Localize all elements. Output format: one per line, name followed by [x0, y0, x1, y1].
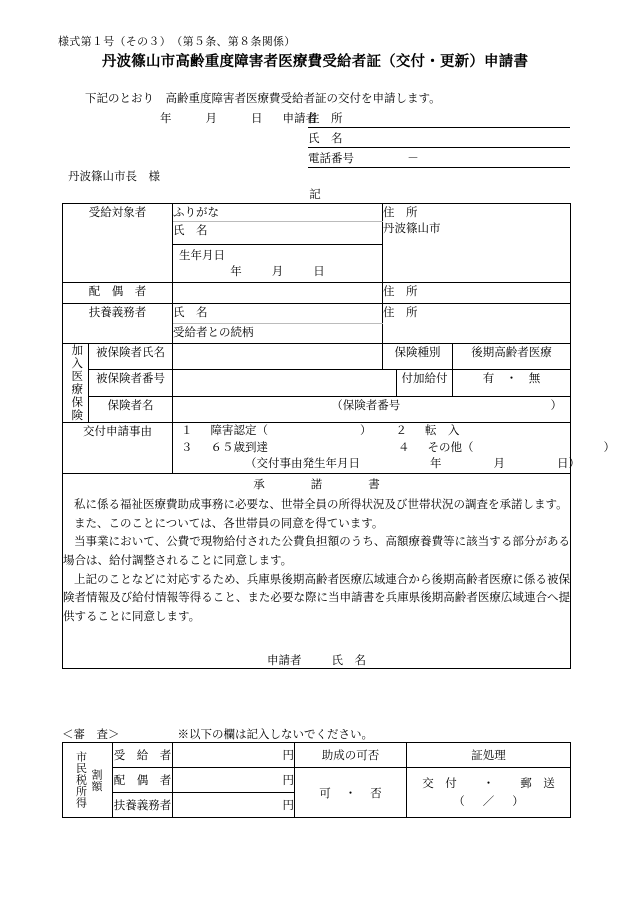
recipient-birth-cell[interactable] [173, 245, 383, 283]
consent-paragraph-4: 上記のことなどに対応するため、兵庫県後期高齢者医療広域連合から後期高齢者医療に係る被保険者情報及び給付情報等得ること、また必要な際に当申請書を兵庫県後期高齢者医療広域連合へ提供することに同意します。 [63, 573, 571, 623]
review-recipient-label-cell [113, 743, 173, 768]
table-row-insurer [63, 396, 571, 422]
reason-label: 交付申請事由 [83, 426, 152, 438]
insured-number-label-cell [89, 370, 173, 396]
supporter-name-cell[interactable] [173, 304, 383, 324]
reason-date-day: 日） [557, 458, 580, 471]
review-spouse-amount-cell[interactable] [173, 768, 295, 793]
reason-options-cell[interactable] [173, 423, 615, 474]
review-supporter-label-cell [113, 793, 173, 818]
reason-line-2[interactable] [173, 440, 615, 457]
spouse-label-cell [63, 283, 173, 304]
cert-label-cell [407, 743, 571, 768]
review-row-spouse [63, 768, 571, 793]
applicant-name-row[interactable] [308, 128, 570, 148]
table-row-insured-number [63, 370, 571, 396]
birth-day-label: 日 [313, 266, 325, 278]
furigana-label: ふりがな [173, 207, 219, 219]
reason-2-text: 転 入 [425, 425, 460, 437]
applicant-address-row[interactable] [308, 108, 570, 128]
recipient-address-cell[interactable] [383, 204, 571, 283]
recipient-label-cell [63, 204, 173, 283]
page-title: 丹波篠山市高齢重度障害者医療費受給者証（交付・更新）申請書 [101, 54, 529, 70]
review-vertical-rate-label: 割額 [90, 768, 103, 792]
supporter-name-label: 氏 名 [173, 307, 208, 319]
intro-text: 下記のとおり 高齢重度障害者医療費受給者証の交付を申請します。 [85, 93, 441, 105]
review-heading: ＜審 査＞ [62, 729, 120, 741]
spouse-address-label: 住 所 [383, 286, 418, 298]
consent-paragraph-1: 私に係る福祉医療費助成事務に必要な、世帯全員の所得状況及び世帯状況の調査を承諾します。 [74, 499, 568, 512]
cert-issue-option: 交 付 [422, 777, 457, 790]
insured-number-label: 被保険者番号 [96, 373, 165, 386]
cert-paren-close: ） [512, 796, 524, 809]
date-day-label: 日 [251, 113, 263, 125]
insurance-type-value: 後期高齢者医療 [471, 347, 552, 359]
supporter-label-cell [63, 304, 173, 344]
insured-name-label-cell [89, 344, 173, 370]
recipient-label: 受給対象者 [88, 207, 147, 219]
cert-slash: ／ [482, 796, 495, 809]
supporter-address-label: 住 所 [383, 307, 418, 319]
recipient-name-label: 氏 名 [173, 225, 208, 237]
insurer-number-label: （保険者番号 [331, 399, 401, 412]
table-row-spouse [63, 283, 571, 304]
insurer-number-close: ） [550, 399, 563, 412]
table-row-supporter-name [63, 304, 571, 324]
extra-benefit-value-cell[interactable] [453, 370, 571, 396]
review-vertical-label-cell [63, 743, 113, 818]
applicant-name-label: 氏 名 [308, 133, 343, 145]
review-recipient-amount-cell[interactable] [173, 743, 295, 768]
consent-title-char-1: 承 [253, 479, 265, 492]
recipient-address-value: 丹波篠山市 [383, 223, 441, 235]
subsidy-value-no: 否 [370, 787, 382, 800]
supporter-relation-label: 受給者との続柄 [173, 327, 254, 339]
subsidy-value-yes: 可 [319, 787, 331, 800]
insurance-vertical-label: 加入医療保険 [70, 344, 83, 422]
insurer-number-cell[interactable] [173, 396, 571, 422]
cert-dot: ・ [482, 777, 495, 790]
consent-title [63, 476, 570, 492]
supporter-relation-cell[interactable] [173, 324, 383, 344]
applicant-phone-label: 電話番号 [308, 153, 354, 165]
submission-date-line [160, 110, 317, 126]
consent-title-char-2: 諾 [310, 479, 323, 492]
review-table [62, 742, 571, 818]
review-heading-line [62, 726, 373, 742]
review-recipient-label: 受 給 者 [113, 750, 172, 762]
reason-4-close: ） [603, 441, 615, 454]
extra-benefit-value: 有 ・ 無 [482, 373, 541, 386]
consent-applicant-label: 申請者 [267, 655, 302, 668]
insurer-name-label-cell [89, 396, 173, 422]
review-vertical-tax-label: 市民税所得 [74, 751, 87, 809]
reason-4-number: ４ [398, 441, 410, 454]
applicant-label: 申請者 [282, 113, 317, 125]
table-row-reason [63, 423, 571, 474]
table-row-insured-name [63, 344, 571, 370]
reason-3-text: ６５歳到達 [210, 441, 268, 454]
yen-unit: 円 [282, 750, 294, 762]
spouse-address-cell[interactable] [383, 283, 571, 304]
subsidy-value-cell[interactable] [295, 768, 407, 818]
insurance-type-label-cell [383, 344, 453, 370]
spouse-name-input[interactable] [173, 283, 383, 304]
applicant-fields [308, 108, 570, 168]
ki-marker: 記 [309, 189, 321, 201]
subsidy-label-cell [295, 743, 407, 768]
reason-1-text: 障害認定（ [210, 425, 268, 437]
review-notice: ※以下の欄は記入しないでください。 [177, 729, 373, 741]
table-row-consent [63, 474, 571, 669]
cert-mail-option: 郵 送 [520, 777, 555, 790]
review-supporter-label: 扶養義務者 [113, 800, 172, 812]
form-code: 様式第１号（その３） （第５条、第８条関係） [58, 36, 296, 48]
cert-paren-open: （ [453, 796, 465, 809]
reason-date-label: （交付事由発生年月日 [245, 458, 360, 471]
furigana-cell[interactable] [173, 204, 383, 222]
yen-unit: 円 [282, 800, 294, 812]
review-spouse-label: 配 偶 者 [113, 775, 172, 787]
extra-benefit-label: 付加給付 [401, 373, 448, 386]
insurance-type-label: 保険種別 [394, 347, 441, 359]
birth-ymd [173, 263, 382, 282]
review-supporter-amount-cell[interactable] [173, 793, 295, 818]
addressee-mayor: 丹波篠山市長 様 [68, 171, 160, 183]
recipient-address-label: 住 所 [383, 207, 418, 219]
supporter-address-cell[interactable] [383, 304, 571, 344]
reason-date-month: 月 [493, 458, 505, 471]
cert-label: 証処理 [471, 750, 506, 762]
phone-dash: － [407, 153, 419, 165]
birth-year-label: 年 [230, 266, 242, 278]
reason-date-year: 年 [430, 458, 442, 471]
reason-line-1[interactable] [173, 423, 570, 440]
date-month-label: 月 [205, 113, 217, 125]
consent-signature-line[interactable] [63, 652, 570, 668]
birth-label: 生年月日 [179, 250, 225, 262]
applicant-phone-row[interactable] [308, 148, 570, 168]
table-row-recipient-furigana [63, 204, 571, 222]
reason-label-cell [63, 423, 173, 474]
supporter-label: 扶養義務者 [88, 307, 147, 319]
cert-value-cell[interactable] [407, 768, 571, 818]
spouse-label: 配 偶 者 [88, 286, 147, 298]
yen-unit: 円 [282, 775, 294, 787]
main-form-table [62, 203, 615, 669]
reason-3-number: ３ [181, 441, 193, 454]
reason-4-text: その他（ [427, 441, 474, 454]
insured-number-input[interactable] [173, 370, 397, 396]
consent-cell [63, 474, 571, 669]
recipient-name-cell[interactable] [173, 222, 383, 245]
consent-paragraph-2: また、このことについては、各世帯員の同意を得ています。 [74, 517, 384, 530]
consent-name-label: 氏 名 [331, 655, 367, 668]
insurer-name-label: 保険者名 [107, 399, 154, 412]
insurance-vertical-label-cell [63, 344, 89, 423]
extra-benefit-label-cell [397, 370, 453, 396]
reason-date-line[interactable] [173, 456, 580, 473]
reason-1-number: １ [181, 425, 193, 437]
review-row-recipient [63, 743, 571, 768]
insured-name-label: 被保険者氏名 [96, 347, 165, 359]
reason-2-number: ２ [395, 425, 407, 437]
date-year-label: 年 [160, 113, 172, 125]
subsidy-dot: ・ [344, 787, 357, 800]
applicant-address-label: 住 所 [308, 113, 343, 125]
consent-paragraph-3: 当事業において、公費で現物給付された公費負担額のうち、高額療養費等に該当する部分がある場合は、給付調整されることに同意します。 [63, 536, 571, 567]
subsidy-label: 助成の可否 [321, 750, 380, 762]
birth-month-label: 月 [271, 266, 284, 278]
consent-title-char-3: 書 [368, 479, 380, 492]
reason-1-close: ） [360, 425, 372, 437]
insurance-type-value-cell [453, 344, 571, 370]
insured-name-input[interactable] [173, 344, 383, 370]
review-spouse-label-cell [113, 768, 173, 793]
